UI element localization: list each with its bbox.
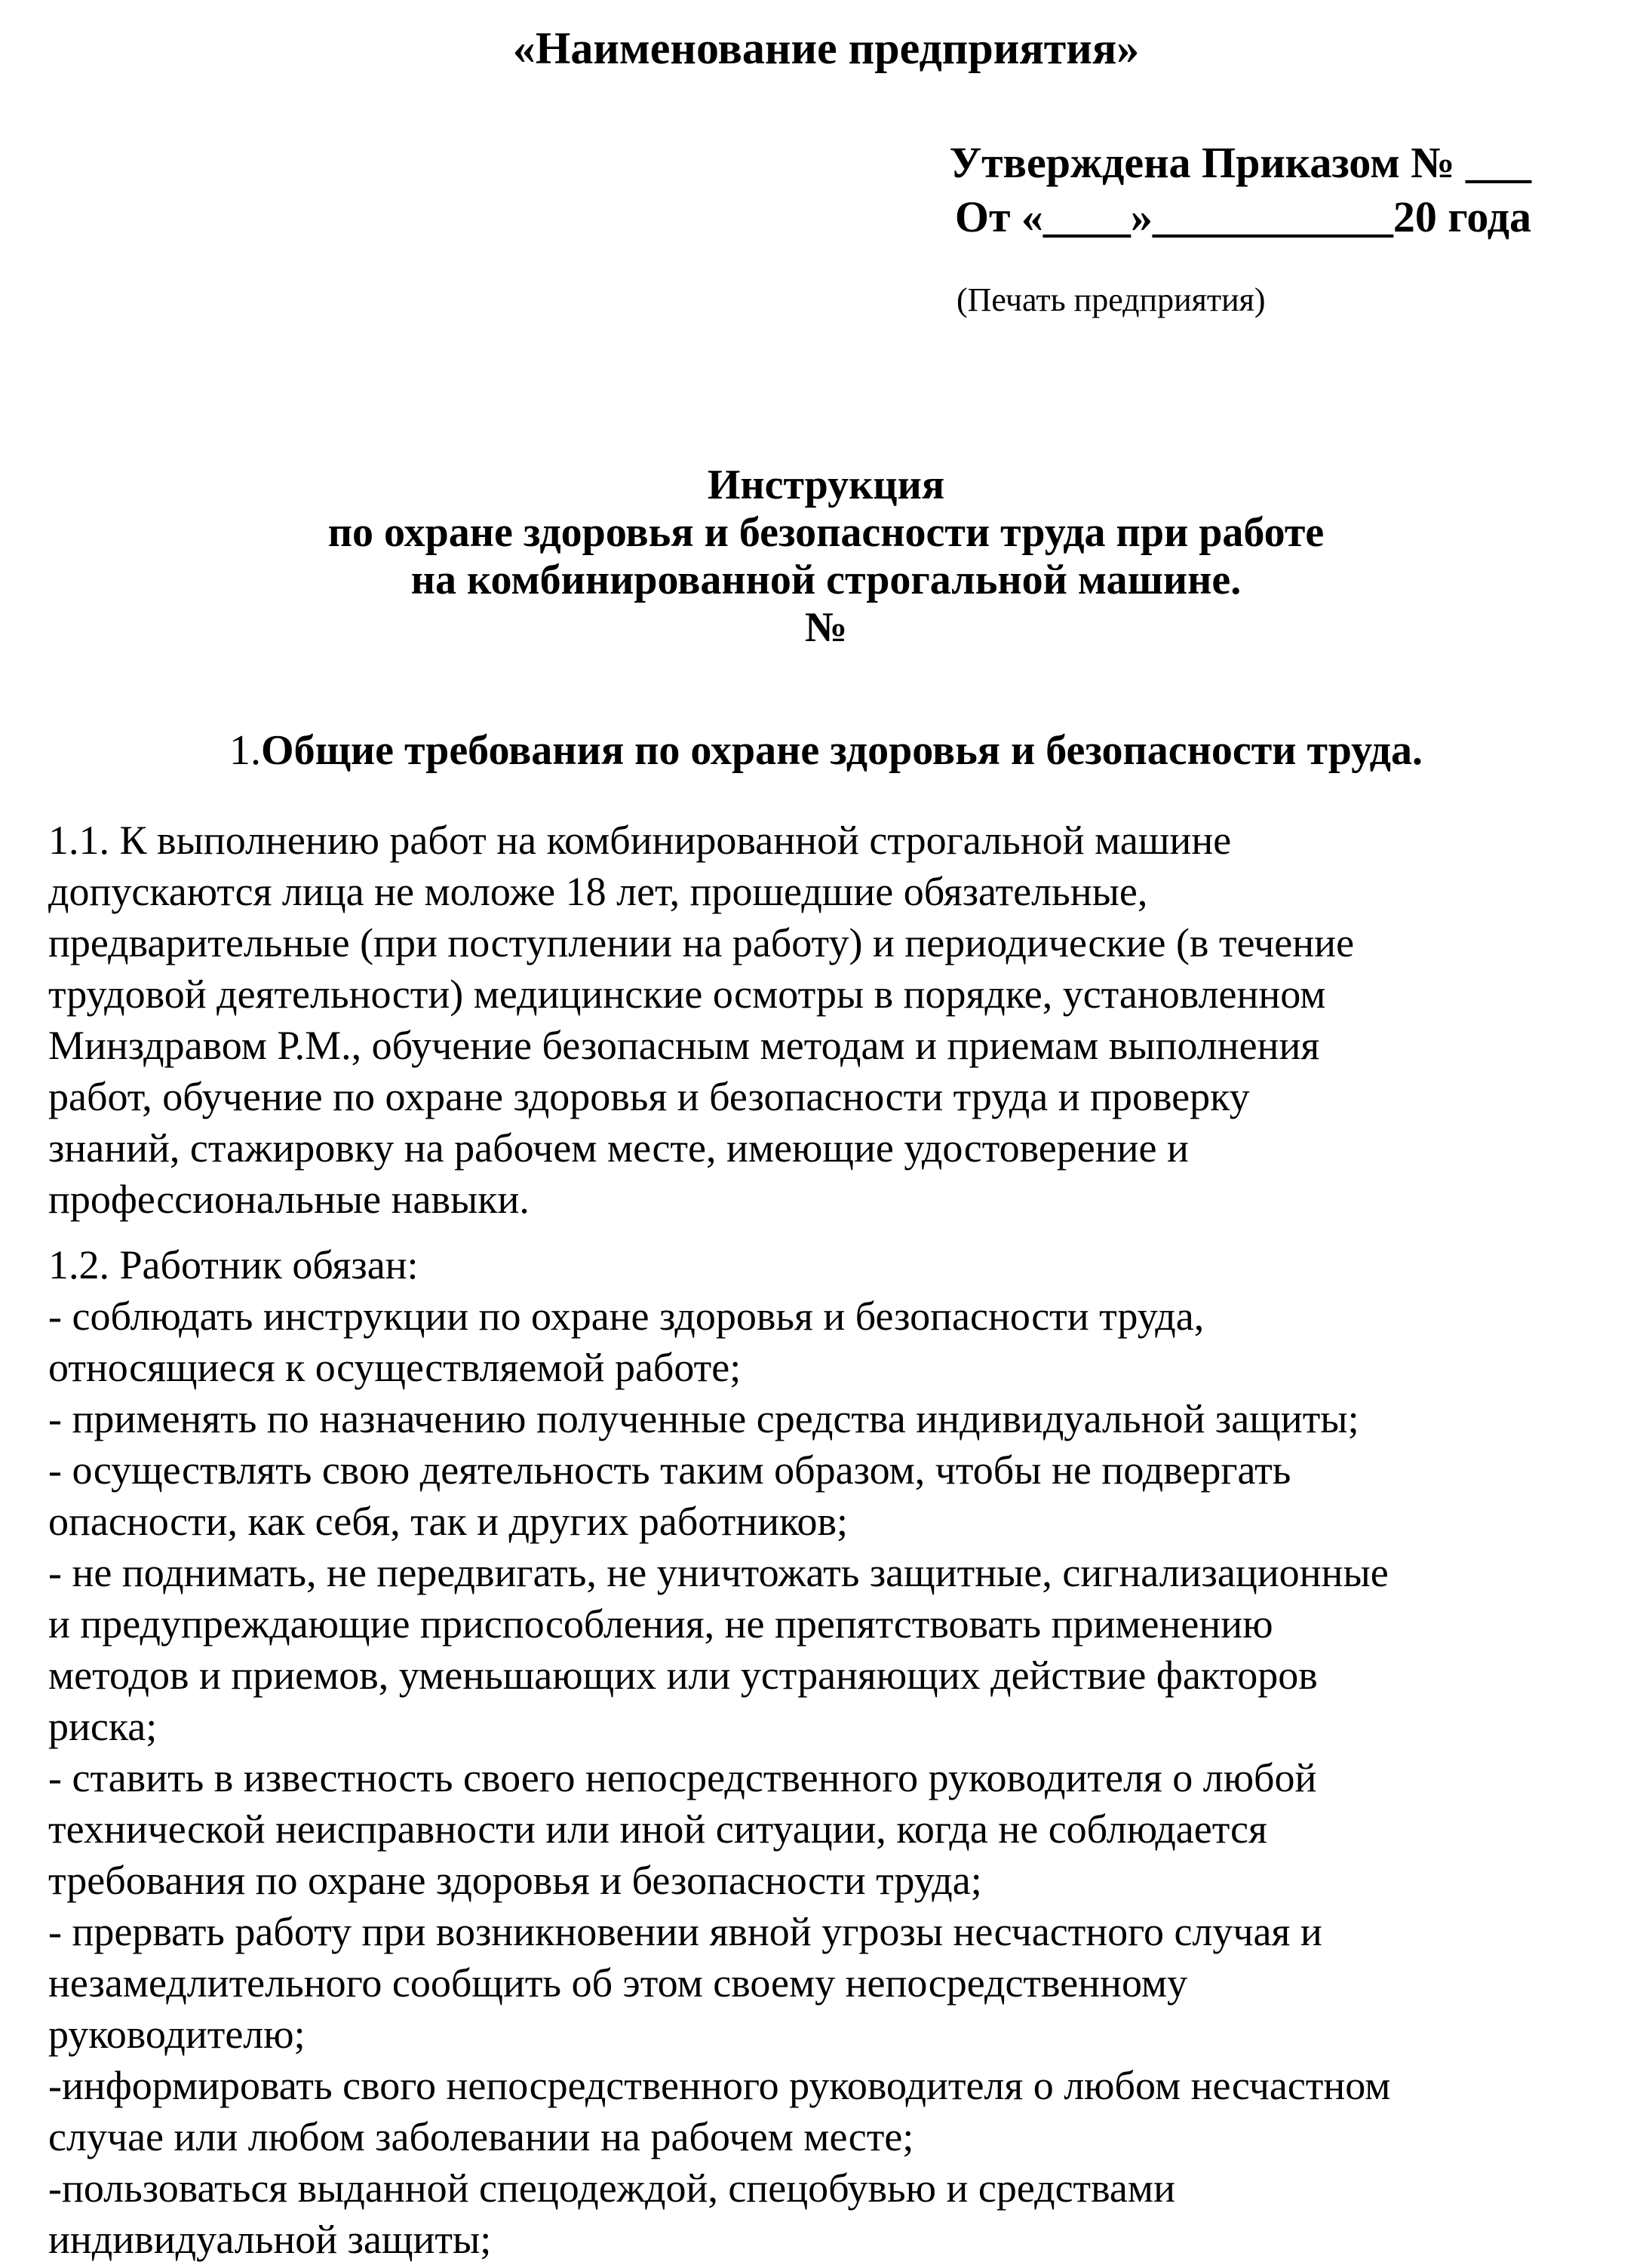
section-heading xyxy=(0,724,1652,777)
approval-order-line: Утверждена Приказом № ___ xyxy=(949,138,1531,187)
text-line: случае или любом заболевании на рабочем месте; xyxy=(48,2114,914,2159)
text-line: 1.1. К выполнению работ на комбинированной строгальной машине xyxy=(48,818,1232,863)
text-line: предварительные (при поступлении на работу) и периодические (в течение xyxy=(48,920,1355,965)
text-line: Минздравом Р.М., обучение безопасным методам и приемам выполнения xyxy=(48,1023,1320,1068)
text-line: -пользоваться выданной спецодеждой, спецобувью и средствами xyxy=(48,2165,1175,2211)
text-line: методов и приемов, уменьшающих или устраняющих действие факторов xyxy=(48,1653,1318,1698)
seal-note: (Печать предприятия) xyxy=(957,281,1266,318)
title-number: № xyxy=(804,604,848,651)
text-line: знаний, стажировку на рабочем месте, имеющие удостоверение и xyxy=(48,1125,1189,1171)
section-number: 1. xyxy=(229,727,262,774)
text-line: незамедлительного сообщить об этом своему непосредственному xyxy=(48,1960,1188,2006)
text-line: руководителю; xyxy=(48,2012,306,2057)
text-line: работ, обучение по охране здоровья и безопасности труда и проверку xyxy=(48,1074,1250,1119)
document-title xyxy=(0,462,1652,652)
text-line: -информировать свого непосредственного руководителя о любом несчастном xyxy=(48,2063,1391,2108)
text-line: - соблюдать инструкции по охране здоровья и безопасности труда, xyxy=(48,1294,1205,1339)
text-line: - прервать работу при возникновении явной угрозы несчастного случая и xyxy=(48,1909,1322,1954)
approval-block xyxy=(800,136,1531,244)
text-line: допускаются лица не моложе 18 лет, прошедшие обязательные, xyxy=(48,869,1148,914)
text-line: - осуществлять свою деятельность таким образом, чтобы не подвергать xyxy=(48,1447,1291,1493)
text-line: - не поднимать, не передвигать, не уничтожать защитные, сигнализационные xyxy=(48,1550,1389,1595)
title-line: на комбинированной строгальной машине. xyxy=(410,557,1242,603)
section-title: Общие требования по охране здоровья и безопасности труда. xyxy=(261,727,1423,774)
text-line: риска; xyxy=(48,1704,158,1749)
approval-date-line: От «____»___________20 года xyxy=(954,192,1531,241)
text-line: - применять по назначению полученные средства индивидуальной защиты; xyxy=(48,1396,1359,1441)
text-line: индивидуальной защиты; xyxy=(48,2217,492,2262)
text-line: 1.2. Работник обязан: xyxy=(48,1242,419,1287)
text-line: технической неисправности или иной ситуации, когда не соблюдается xyxy=(48,1806,1267,1852)
text-line: относящиеся к осуществляемой работе; xyxy=(48,1345,742,1390)
paragraph-1-2 xyxy=(48,1239,1617,2265)
title-line: Инструкция xyxy=(707,462,945,508)
text-line: трудовой деятельности) медицинские осмотры в порядке, установленном xyxy=(48,971,1326,1017)
text-line: профессиональные навыки. xyxy=(48,1177,530,1222)
text-line: опасности, как себя, так и других работников; xyxy=(48,1499,849,1544)
company-name: «Наименование предприятия» xyxy=(512,23,1140,73)
text-line: требования по охране здоровья и безопасности труда; xyxy=(48,1858,982,1903)
title-line: по охране здоровья и безопасности труда при работе xyxy=(327,509,1325,556)
text-line: - ставить в известность своего непосредственного руководителя о любой xyxy=(48,1755,1317,1800)
text-line: и предупреждающие приспособления, не препятствовать применению xyxy=(48,1601,1273,1647)
paragraph-1-1 xyxy=(48,815,1617,1225)
